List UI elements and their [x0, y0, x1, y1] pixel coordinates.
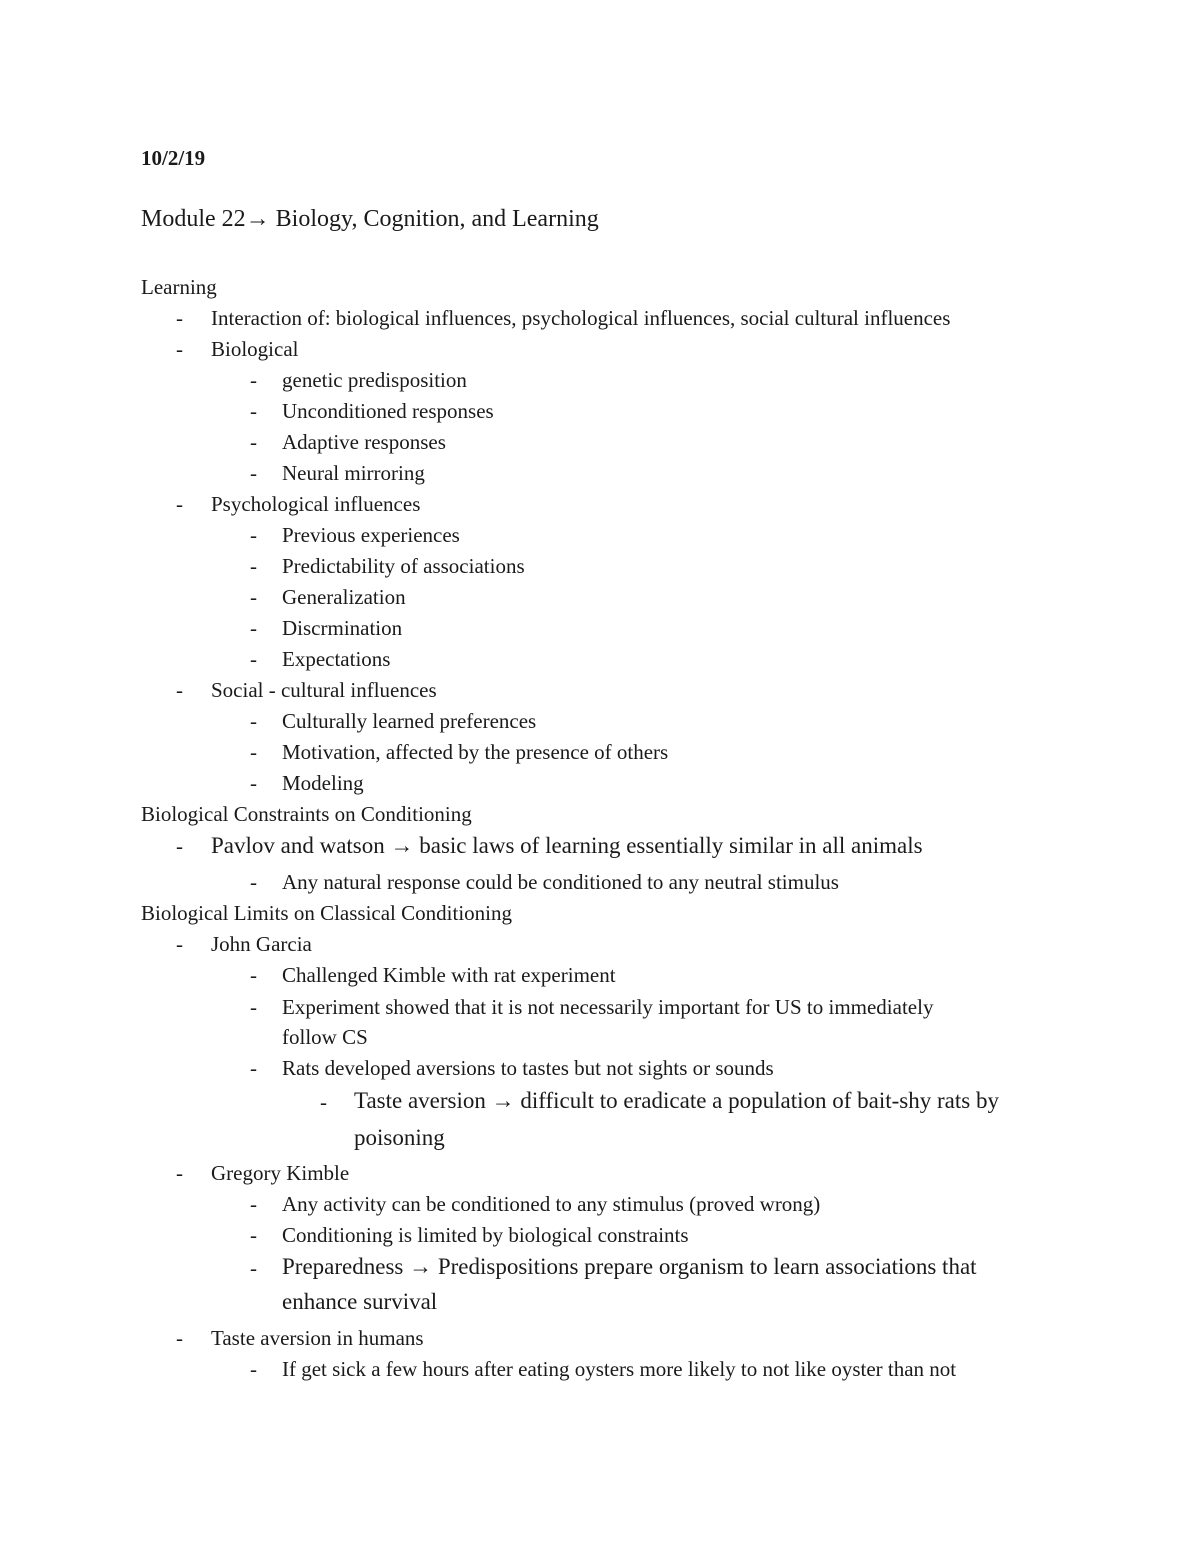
- subitem-generalization: Generalization: [282, 585, 406, 609]
- bullet-marker: -: [320, 1090, 327, 1114]
- subsubitem-taste-aversion-continued: poisoning: [354, 1125, 445, 1150]
- bullet-marker: -: [176, 1326, 183, 1350]
- subitem-unconditioned: Unconditioned responses: [282, 399, 494, 423]
- bullet-marker: -: [250, 995, 257, 1019]
- item-kimble: Gregory Kimble: [211, 1161, 350, 1185]
- subitem-experiment-continued: follow CS: [282, 1025, 368, 1049]
- subitem-challenged: Challenged Kimble with rat experiment: [282, 963, 616, 987]
- subitem-neural: Neural mirroring: [282, 461, 425, 485]
- subitem-rats: Rats developed aversions to tastes but not sights or sounds: [282, 1056, 774, 1080]
- bullet-marker: -: [176, 678, 183, 702]
- bullet-marker: -: [250, 647, 257, 671]
- note-date: 10/2/19: [141, 146, 206, 170]
- subitem-limited: Conditioning is limited by biological constraints: [282, 1223, 689, 1247]
- subitem-previous: Previous experiences: [282, 523, 460, 547]
- bullet-marker: -: [250, 430, 257, 454]
- bullet-marker: -: [250, 523, 257, 547]
- subitem-activity: Any activity can be conditioned to any stimulus (proved wrong): [282, 1192, 821, 1216]
- subitem-discrmination: Discrmination: [282, 616, 403, 640]
- subsubitem-taste-aversion: Taste aversion → difficult to eradicate a population of bait-shy rats by: [354, 1088, 999, 1113]
- bullet-marker: -: [176, 492, 183, 516]
- subitem-adaptive: Adaptive responses: [282, 430, 446, 454]
- item-interaction: Interaction of: biological influences, psychological influences, social cultural influences: [211, 306, 951, 330]
- item-social: Social - cultural influences: [211, 678, 437, 702]
- item-psychological: Psychological influences: [211, 492, 421, 516]
- bullet-marker: -: [250, 554, 257, 578]
- module-title: Module 22→ Biology, Cognition, and Learning: [141, 206, 599, 232]
- item-taste-humans: Taste aversion in humans: [211, 1326, 424, 1350]
- bullet-marker: -: [176, 932, 183, 956]
- bullet-marker: -: [250, 399, 257, 423]
- bullet-marker: -: [250, 1192, 257, 1216]
- bullet-marker: -: [250, 1056, 257, 1080]
- subitem-preparedness: Preparedness → Predispositions prepare organism to learn associations that: [282, 1254, 977, 1279]
- bullet-marker: -: [250, 963, 257, 987]
- bullet-marker: -: [250, 585, 257, 609]
- subitem-oysters: If get sick a few hours after eating oysters more likely to not like oyster than not: [282, 1357, 957, 1381]
- bullet-marker: -: [250, 771, 257, 795]
- subitem-motivation: Motivation, affected by the presence of others: [282, 740, 669, 764]
- subitem-modeling: Modeling: [282, 771, 364, 795]
- subitem-preparedness-continued: enhance survival: [282, 1289, 438, 1314]
- subitem-natural: Any natural response could be conditioned to any neutral stimulus: [282, 870, 839, 894]
- item-pavlov: Pavlov and watson → basic laws of learning essentially similar in all animals: [211, 833, 923, 858]
- subitem-predictability: Predictability of associations: [282, 554, 525, 578]
- subitem-experiment: Experiment showed that it is not necessarily important for US to immediately: [282, 995, 934, 1019]
- heading-learning: Learning: [141, 275, 217, 299]
- bullet-marker: -: [250, 368, 257, 392]
- bullet-marker: -: [250, 1357, 257, 1381]
- bullet-marker: -: [250, 461, 257, 485]
- bullet-marker: -: [250, 1223, 257, 1247]
- item-garcia: John Garcia: [211, 932, 312, 956]
- subitem-expectations: Expectations: [282, 647, 391, 671]
- item-biological: Biological: [211, 337, 299, 361]
- bullet-marker: -: [176, 834, 183, 858]
- subitem-genetic: genetic predisposition: [282, 368, 467, 392]
- bullet-marker: -: [250, 1256, 257, 1280]
- heading-limits: Biological Limits on Classical Conditioning: [141, 901, 512, 925]
- subitem-culturally: Culturally learned preferences: [282, 709, 537, 733]
- bullet-marker: -: [250, 870, 257, 894]
- heading-constraints: Biological Constraints on Conditioning: [141, 802, 472, 826]
- bullet-marker: -: [176, 1161, 183, 1185]
- bullet-marker: -: [176, 306, 183, 330]
- bullet-marker: -: [176, 337, 183, 361]
- bullet-marker: -: [250, 616, 257, 640]
- bullet-marker: -: [250, 740, 257, 764]
- bullet-marker: -: [250, 709, 257, 733]
